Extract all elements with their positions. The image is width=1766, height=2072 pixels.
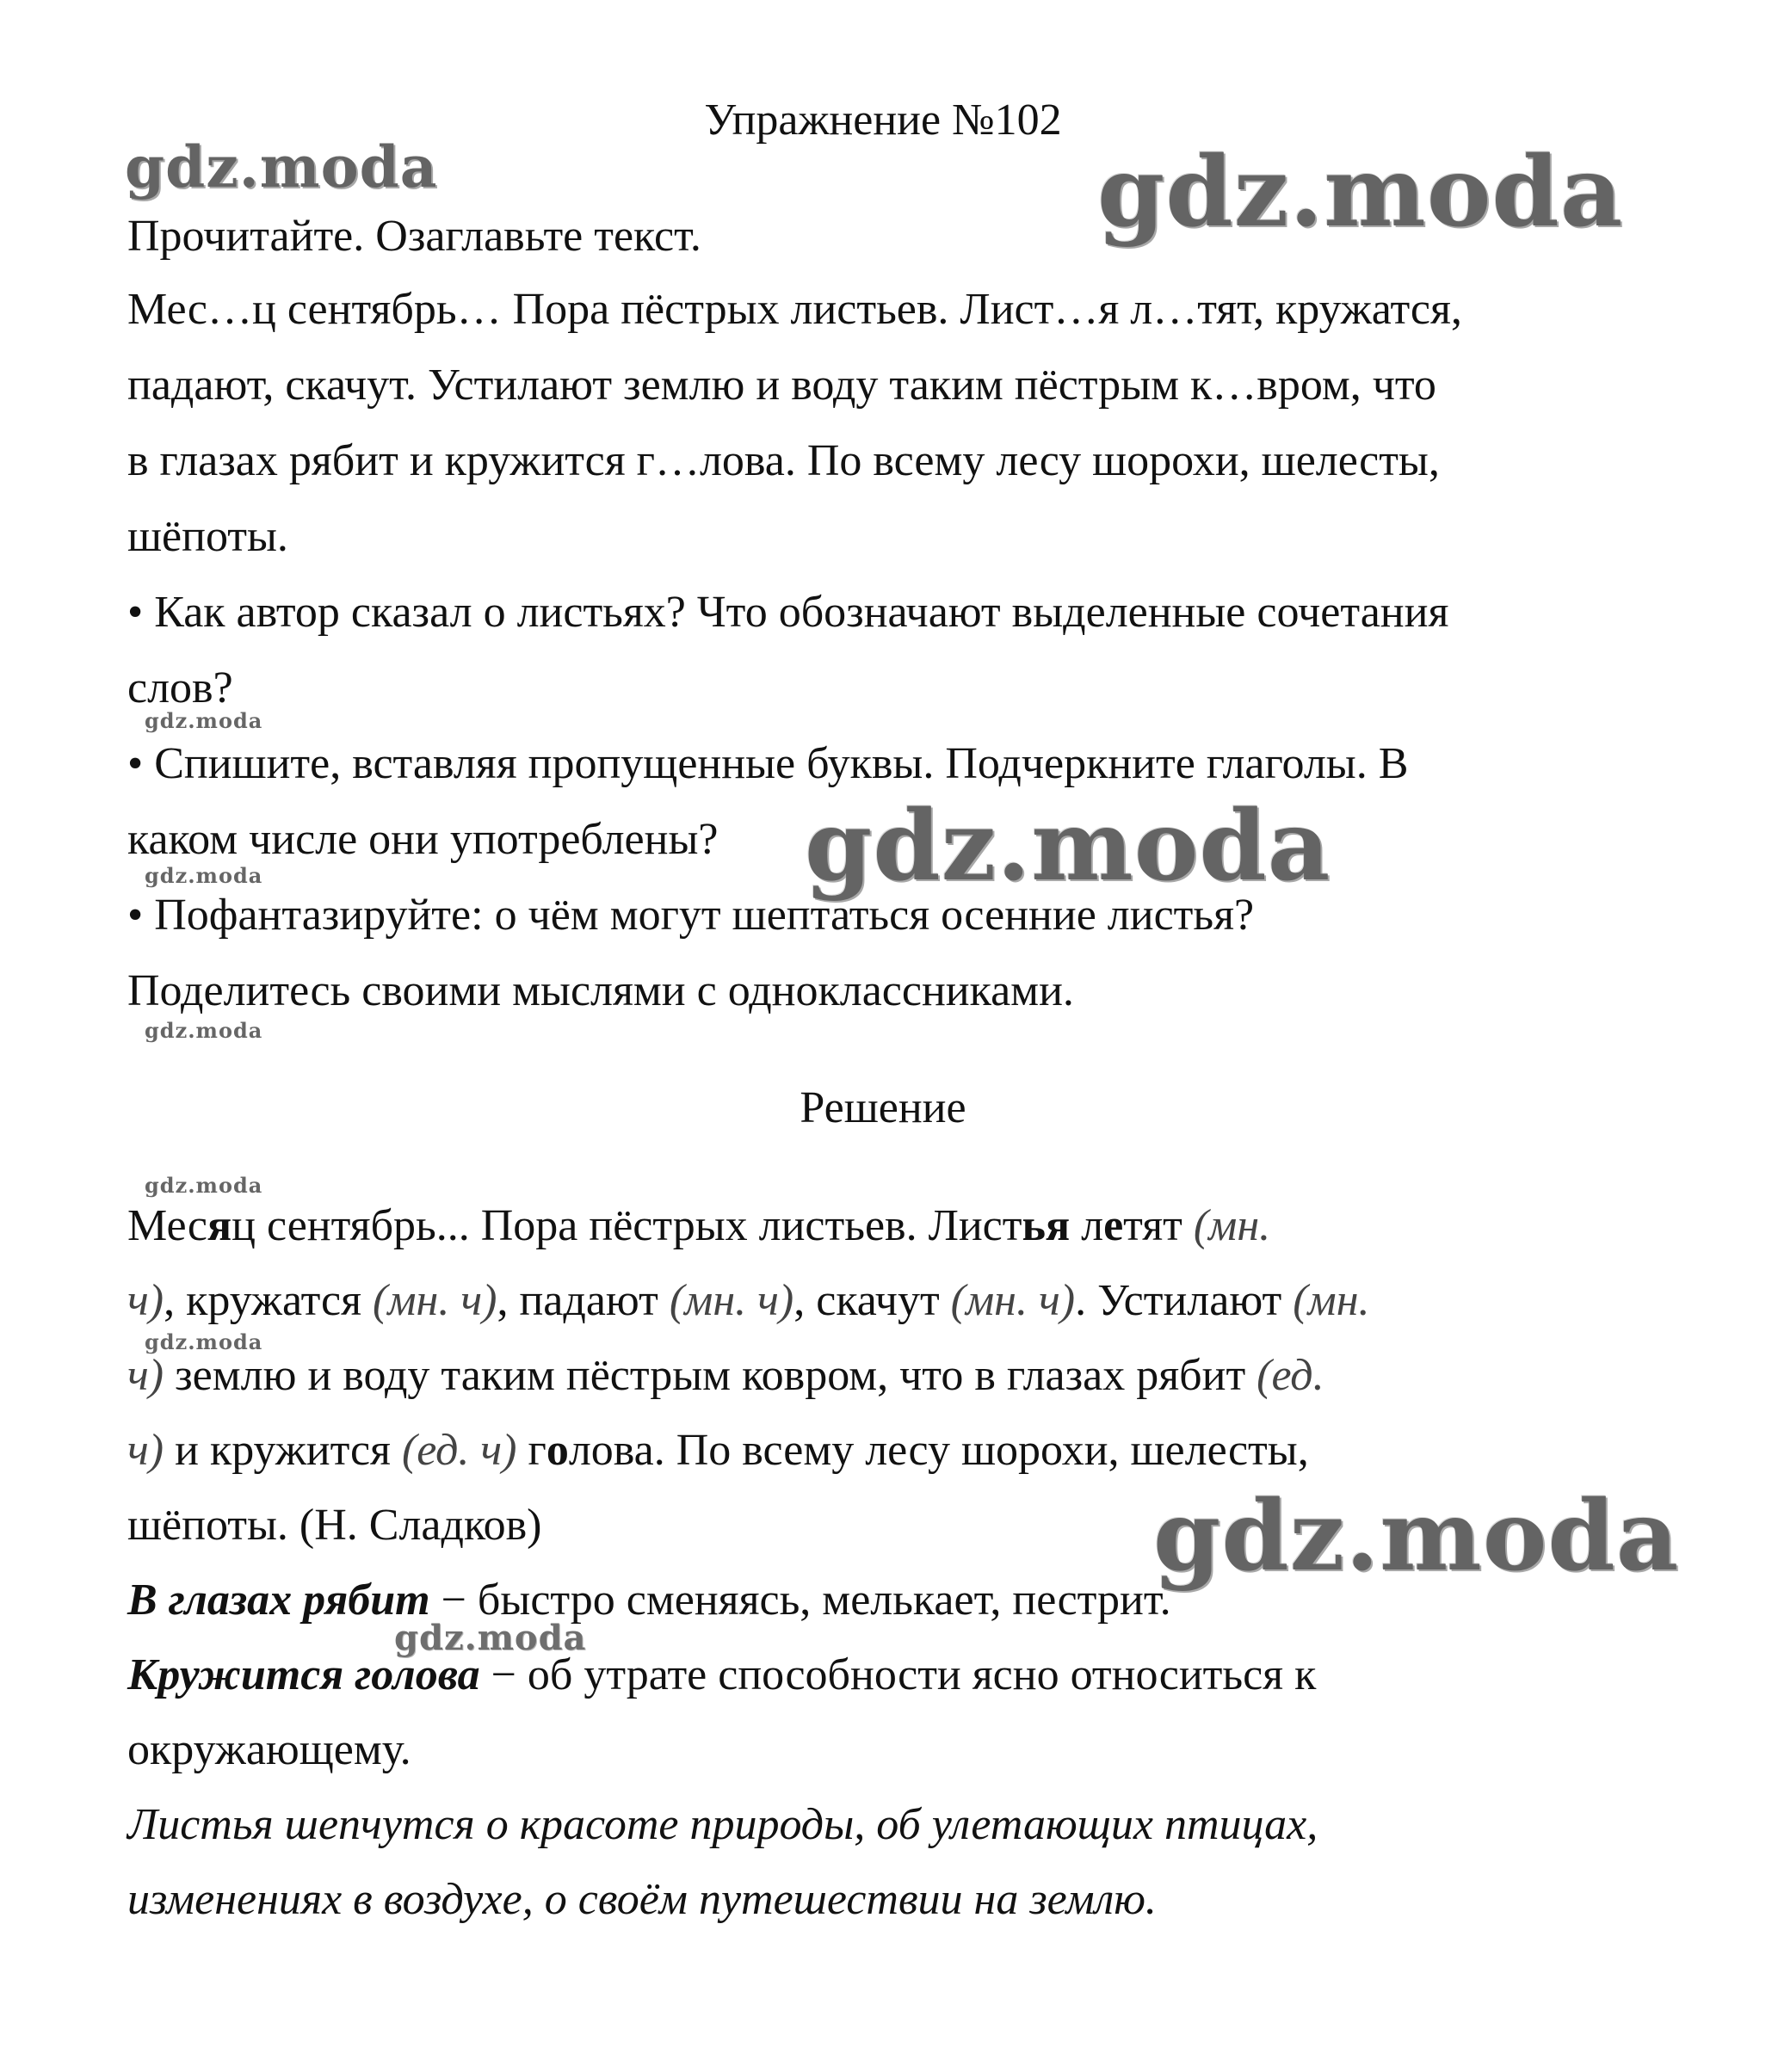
inserted-letter: ья [1022,1201,1071,1250]
number-note: (ед. [1257,1351,1324,1400]
text-run: ц сентябрь... Пора пёстрых листьев. Лист [232,1201,1022,1250]
number-note: (мн. ч) [373,1276,497,1325]
number-note: ч) [127,1276,164,1325]
watermark-logo: gdz.moda [125,133,438,200]
dash: − [429,1576,478,1625]
text-run: Мес [127,1201,208,1250]
text-run: . Устилают [1075,1276,1294,1325]
solution-line: шёпоты. (Н. Сладков) [127,1501,542,1550]
answer-line: изменениях в воздухе, о своём путешествии на землю. [127,1875,1157,1924]
definition-text: об утрате способности ясно относиться к [527,1650,1317,1699]
definition-term: В глазах рябит [127,1576,430,1625]
exercise-title: Упражнение №102 [704,96,1062,145]
solution-line [127,1350,1324,1402]
task-text-line: шёпоты. [127,512,288,561]
watermark-logo: gdz.moda [394,1618,587,1658]
question-1-line: • Как автор сказал о листьях? Что обозначают выделенные сочетания [127,588,1449,637]
inserted-letter: е [1103,1201,1124,1250]
text-run: г [516,1426,546,1475]
task-text-line: Мес…ц сентябрь… Пора пёстрых листьев. Лист…я л…тят, кружатся, [127,285,1462,334]
text-run: л [1070,1201,1104,1250]
text-run: , кружатся [164,1276,374,1325]
watermark-logo: gdz.moda [145,1018,263,1043]
question-1-line: слов? [127,663,233,712]
inserted-letter: я [207,1201,232,1250]
watermark-logo: gdz.moda [1153,1480,1680,1593]
definition-text: быстро сменяясь, мелькает, пестрит. [477,1576,1171,1625]
watermark-logo: gdz.moda [1097,136,1624,249]
inserted-letter: о [546,1426,569,1475]
watermark-logo: gdz.moda [145,708,263,733]
text-run: и кружится [164,1426,402,1475]
question-2-line: каком числе они употреблены? [127,815,719,864]
number-note: ч) [127,1351,164,1400]
definition-2 [127,1650,1316,1701]
number-note: (мн. ч) [950,1276,1076,1325]
task-text-line: падают, скачут. Устилают землю и воду таким пёстрым к…вром, что [127,361,1436,410]
definition-1 [127,1575,1171,1626]
definition-2-continued: окружающему. [127,1725,411,1774]
text-run: тят [1123,1201,1194,1250]
number-note: ч) [127,1426,164,1475]
watermark-logo: gdz.moda [805,790,1331,903]
watermark-logo: gdz.moda [145,1173,263,1198]
solution-line [127,1275,1370,1327]
text-run: , скачут [793,1276,951,1325]
task-text-line: в глазах рябит и кружится г…лова. По всему лесу шорохи, шелесты, [127,436,1440,485]
watermark-logo: gdz.moda [145,1329,263,1354]
text-run: землю и воду таким пёстрым ковром, что в глазах рябит [164,1351,1257,1400]
answer-line: Листья шепчутся о красоте природы, об улетающих птицах, [127,1800,1318,1849]
question-3-line: Поделитесь своими мыслями с одноклассниками. [127,966,1074,1015]
question-2-line: • Спишите, вставляя пропущенные буквы. Подчеркните глаголы. В [127,739,1409,788]
number-note: (ед. ч) [401,1426,517,1475]
definition-term: Кружится голова [127,1650,480,1699]
number-note: (мн. [1193,1201,1271,1250]
dash: − [479,1650,528,1699]
solution-line [127,1200,1270,1252]
solution-heading: Решение [800,1083,966,1132]
number-note: (мн. ч) [669,1276,794,1325]
task-instruction: Прочитайте. Озаглавьте текст. [127,212,701,261]
question-3-line: • Пофантазируйте: о чём могут шептаться осенние листья? [127,891,1255,940]
watermark-logo: gdz.moda [145,863,263,888]
solution-line [127,1425,1309,1477]
text-run: лова. По всему лесу шорохи, шелесты, [568,1426,1309,1475]
text-run: , падают [497,1276,670,1325]
number-note: (мн. [1293,1276,1370,1325]
